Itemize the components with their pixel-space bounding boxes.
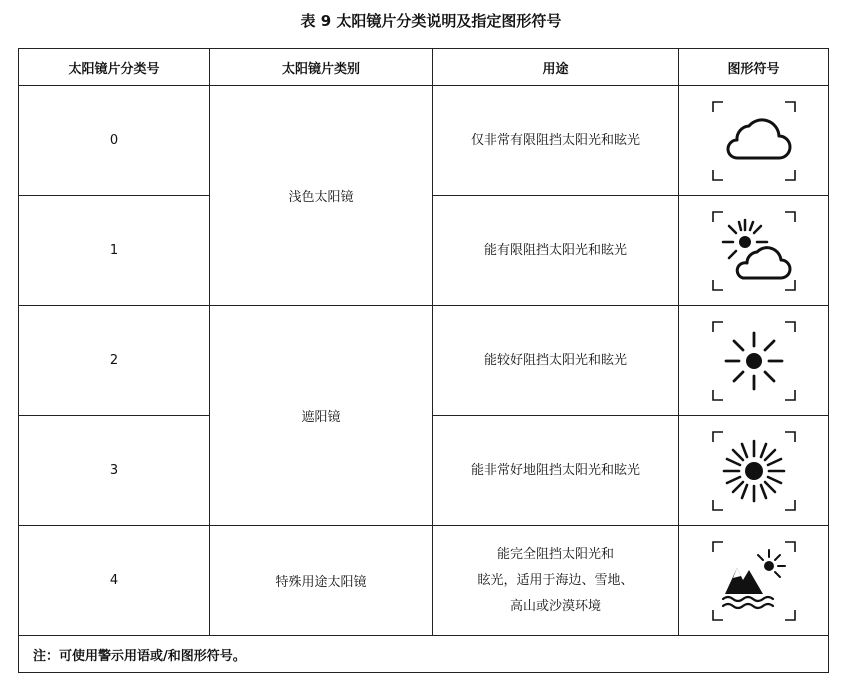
header-row <box>19 49 829 86</box>
symbol-cell <box>679 416 829 526</box>
symbol-cell <box>679 196 829 306</box>
table-row <box>19 306 829 416</box>
purpose-cell: 能有限阻挡太阳光和眩光 <box>433 196 679 306</box>
table-note: 注：可使用警示用语或/和图形符号。 <box>19 636 829 673</box>
code-cell: 1 <box>19 196 210 306</box>
cloud-icon <box>709 98 799 184</box>
header-code: 太阳镜片分类号 <box>19 49 210 86</box>
code-cell: 0 <box>19 86 210 196</box>
code-cell: 2 <box>19 306 210 416</box>
purpose-cell: 能完全阻挡太阳光和 眩光，适用于海边、雪地、 高山或沙漠环境 <box>433 526 679 636</box>
code-cell: 3 <box>19 416 210 526</box>
category-cell-light: 浅色太阳镜 <box>210 86 433 306</box>
strong-sun-icon <box>709 428 799 514</box>
category-cell-sunglasses: 遮阳镜 <box>210 306 433 526</box>
purpose-cell: 能较好阻挡太阳光和眩光 <box>433 306 679 416</box>
table-row <box>19 526 829 636</box>
table-row <box>19 86 829 196</box>
mountain-sun-water-icon <box>709 538 799 624</box>
table-title: 表 9 太阳镜片分类说明及指定图形符号 <box>300 12 562 30</box>
symbol-cell <box>679 306 829 416</box>
code-cell: 4 <box>19 526 210 636</box>
sun-behind-cloud-icon <box>709 208 799 294</box>
category-cell-special: 特殊用途太阳镜 <box>210 526 433 636</box>
header-category: 太阳镜片类别 <box>210 49 433 86</box>
symbol-cell <box>679 526 829 636</box>
sun-icon <box>709 318 799 404</box>
purpose-cell: 能非常好地阻挡太阳光和眩光 <box>433 416 679 526</box>
header-symbol: 图形符号 <box>679 49 829 86</box>
lens-classification-table <box>18 48 829 673</box>
symbol-cell <box>679 86 829 196</box>
note-row <box>19 636 829 673</box>
header-purpose: 用途 <box>433 49 679 86</box>
purpose-cell: 仅非常有限阻挡太阳光和眩光 <box>433 86 679 196</box>
